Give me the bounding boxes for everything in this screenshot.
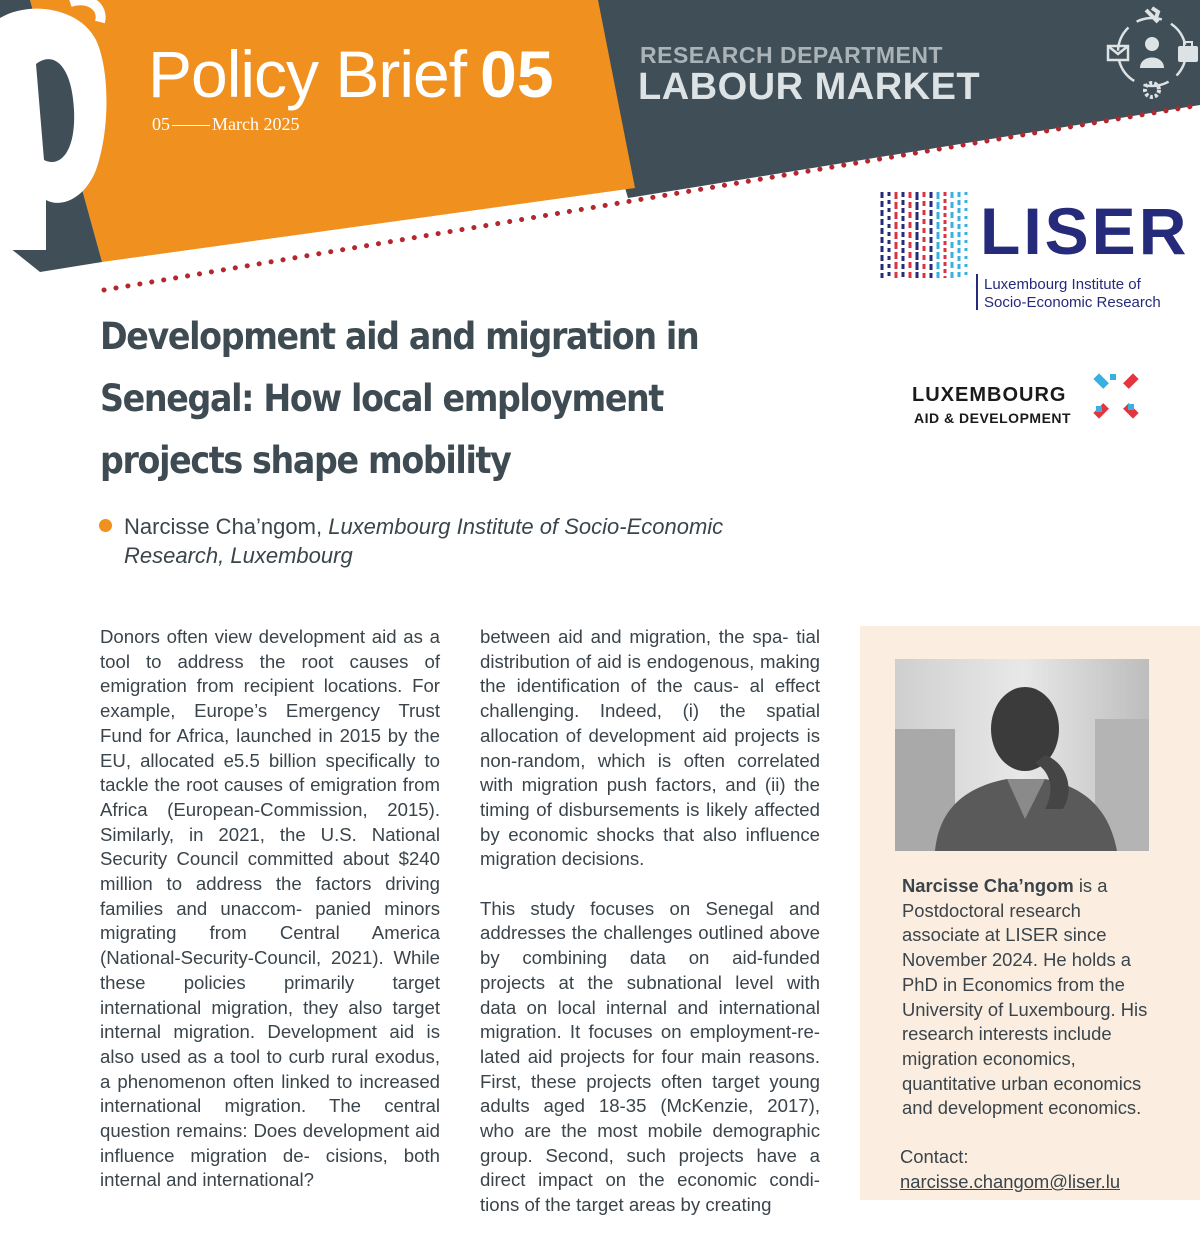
author-portrait [895,659,1149,851]
date-text: March 2025 [212,114,300,134]
liser-logo [878,190,1190,315]
liser-name: LISER [980,194,1190,268]
department-name: LABOUR MARKET [638,66,981,108]
paragraph: Donors often view development aid as a tool to address the root causes of emigration from recipient locations. For example, Europe’s Emergency Trust Fund for Africa, launched in 2015 by the EU, allocated e5.5 billion specifically to tackle the root causes of emigration from Africa (European-Commission, 2015). Similarly, in 2021, the U.S. National Security Council committed about $240 million to address the factors driving families and unaccom- panied minors migrating from Central America (National-Security-Council, 2021). While these policies primarily target international migration, they also target internal migration. Development aid is also used as a tool to curb rural exodus, a phenomenon often linked to increased international migration. The central question remains: Does development aid influence migration de- cisions, both internal and international? [100,626,440,1191]
liser-subtitle: Luxembourg Institute of Socio-Economic Research [984,276,1161,311]
department-label: RESEARCH DEPARTMENT [640,42,943,68]
policy-brief-title: Policy Brief 05 [148,37,554,111]
lux-subtitle: AID & DEVELOPMENT [914,410,1072,426]
issue-date [152,114,299,135]
lux-cross-icon [1084,364,1148,428]
paragraph: This study focuses on Senegal and addresses the challenges outlined above by combining data on aid-funded projects at the subnational level with data on local internal and international migration. It focuses on employment-re- lated aid projects for four main reasons. First, these projects often target young adults aged 18-35 (McKenzie, 2017), who are the most mobile demographic group. Second, such projects have a direct impact on the economic condi- tions of the target areas by creating [480,897,820,1216]
author-bio [902,874,1162,1121]
bio-description: is a Postdoctoral research associate at LISER since November 2024. He holds a PhD in Economics from the University of Luxembourg. His research interests include migration economics, quantitative urban economics and development economics. [902,875,1148,1119]
contact-email-link[interactable]: narcisse.changom@liser.lu [900,1171,1121,1192]
liser-stripes-icon [880,192,972,278]
body-column-1 [100,625,440,1218]
issue-code: 05 [152,114,170,134]
labour-market-icon [1104,2,1200,102]
bio-name: Narcisse Cha’ngom [902,875,1074,896]
liser-divider [976,274,978,310]
lux-name: LUXEMBOURG [912,384,1067,406]
issue-number: 05 [480,37,554,111]
author-bullet-icon [99,519,112,532]
lux-aid-logo [912,364,1162,434]
contact-label: Contact: [900,1146,969,1167]
article-title: Development aid and migration in Senegal: How local employment projects shape mobility [100,315,699,482]
author-affiliation: Luxembourg Institute of Socio-Economic Research, Luxembourg [124,514,724,568]
author-name: Narcisse Cha’ngom, [124,514,323,539]
paragraph: between aid and migration, the spa- tial distribution of aid is endogenous, making the identification of the caus- al effect challenging. Indeed, (i) the spatial allocation of development aid projects is non-random, which is often correlated with migration push factors, and (ii) the timing of disbursements is likely affected by economic shocks that also influence migration decisions. [480,626,820,870]
body-column-2 [480,625,820,1243]
author-line [124,512,804,570]
